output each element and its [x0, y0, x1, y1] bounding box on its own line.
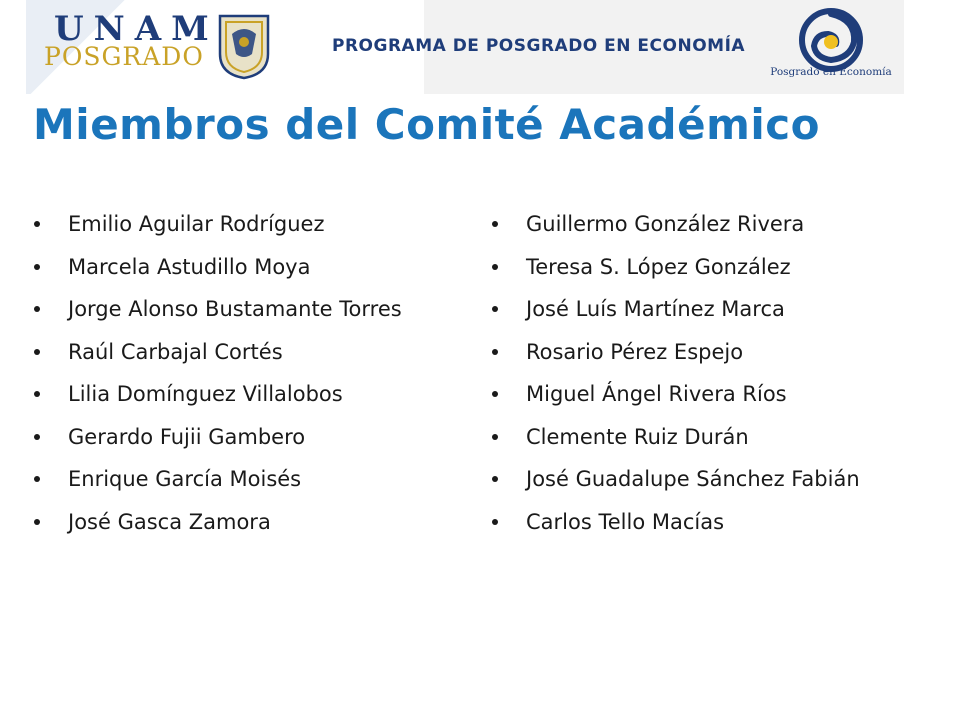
unam-logo-word: UNAM	[54, 9, 219, 49]
bullet-icon	[34, 221, 40, 227]
bullet-icon	[492, 306, 498, 312]
bullet-icon	[34, 434, 40, 440]
member-list-item	[34, 291, 402, 334]
member-name: Rosario Pérez Espejo	[526, 339, 744, 364]
member-name: Emilio Aguilar Rodríguez	[68, 212, 325, 236]
member-name: Clemente Ruiz Durán	[526, 424, 749, 449]
member-list-item	[492, 291, 860, 334]
member-name: Jorge Alonso Bustamante Torres	[68, 297, 402, 321]
member-name: José Gasca Zamora	[68, 509, 271, 534]
page-title: Miembros del Comité Académico	[33, 100, 820, 149]
member-name: Teresa S. López González	[526, 254, 791, 279]
economics-logo-caption: Posgrado en Economía	[770, 66, 892, 78]
member-name: José Luís Martínez Marca	[526, 297, 785, 321]
member-list-item	[492, 376, 860, 419]
member-list-item	[492, 419, 860, 462]
bullet-icon	[34, 349, 40, 355]
bullet-icon	[492, 349, 498, 355]
member-list-item	[34, 334, 402, 377]
bullet-icon	[492, 264, 498, 270]
member-name: Raúl Carbajal Cortés	[68, 339, 283, 364]
bullet-icon	[34, 476, 40, 482]
member-list-item	[34, 376, 402, 419]
members-list-right	[492, 206, 860, 546]
member-name: José Guadalupe Sánchez Fabián	[526, 467, 860, 491]
member-list-item	[34, 206, 402, 249]
member-list-item	[492, 206, 860, 249]
posgrado-logo-word: POSGRADO	[44, 42, 204, 71]
member-list-item	[492, 249, 860, 292]
bullet-icon	[492, 221, 498, 227]
bullet-icon	[34, 391, 40, 397]
member-list-item	[34, 249, 402, 292]
member-name: Lilia Domínguez Villalobos	[68, 382, 343, 406]
member-list-item	[34, 461, 402, 504]
member-list-item	[34, 419, 402, 462]
member-name: Enrique García Moisés	[68, 467, 302, 491]
unam-seal-icon	[216, 10, 272, 80]
bullet-icon	[34, 264, 40, 270]
member-list-item	[492, 461, 860, 504]
member-name: Gerardo Fujii Gambero	[68, 424, 306, 449]
member-name: Carlos Tello Macías	[526, 509, 725, 534]
member-list-item	[492, 334, 860, 377]
bullet-icon	[492, 434, 498, 440]
member-list-item	[34, 504, 402, 547]
member-name: Marcela Astudillo Moya	[68, 254, 311, 279]
member-name: Miguel Ángel Rivera Ríos	[526, 382, 787, 406]
bullet-icon	[492, 519, 498, 525]
bullet-icon	[492, 391, 498, 397]
members-list-left	[34, 206, 402, 546]
program-title: PROGRAMA DE POSGRADO EN ECONOMÍA	[332, 36, 746, 56]
member-list-item	[492, 504, 860, 547]
bullet-icon	[34, 519, 40, 525]
member-name: Guillermo González Rivera	[526, 212, 805, 236]
bullet-icon	[492, 476, 498, 482]
bullet-icon	[34, 306, 40, 312]
